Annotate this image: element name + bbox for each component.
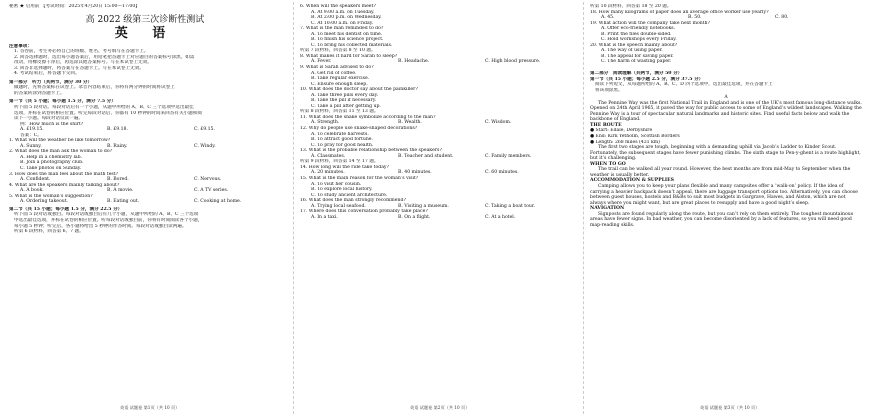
option: C. To bring his collected materials. (311, 42, 393, 48)
option: A. £19.15. (20, 127, 44, 133)
exam-title: 高 2022 级第三次诊断性测试 (85, 14, 205, 25)
question-list (300, 4, 572, 220)
route-list (590, 128, 862, 145)
option: C. To study ancient architecture. (311, 192, 388, 198)
option: C. Family members. (485, 153, 532, 159)
option: A. 45. (601, 15, 615, 21)
option: A. At 9:00 a.m. on Tuesday. (311, 9, 375, 15)
section-title-when: WHEN TO GO (590, 161, 626, 167)
text-line: 读下一小题。每段对话仅读一遍。 (14, 116, 83, 122)
option: B. Teacher and student. (398, 153, 454, 159)
option: B. Eating out. (107, 199, 140, 205)
option: B. To finish his science project. (311, 37, 384, 43)
option: B. The appeal for saving paper. (601, 53, 674, 59)
question-stem: 5. What is the woman’s suggestion? (9, 193, 93, 199)
part2-heading: 第二部分 阅读理解（共两节，满分 50 分） (590, 71, 683, 77)
page-footer: 英语 试题卷 第2页（共 10 页） (410, 405, 470, 410)
section2-heading: 第二节（共 15 小题；每小题 1.5 分，满分 22.5 分） (9, 206, 123, 212)
option-row (9, 188, 281, 194)
option: C. Nervous. (194, 177, 222, 183)
option: A. Fever. (311, 59, 332, 65)
example-answer: 答案：C。 (20, 132, 42, 138)
passage-letter: A (724, 95, 728, 101)
option: B. 50. (688, 15, 702, 21)
option: A. Ordering takeout. (20, 199, 69, 205)
question-stem: 10. What does the doctor say about the painkiller? (300, 87, 418, 93)
listening-note: 听第 8 段材料，回答第 11 至 13 题。 (300, 109, 379, 115)
option: C. 80. (775, 15, 789, 21)
question-stem: 14. How long will the ride take today? (300, 164, 389, 170)
option: C. £9.15. (194, 127, 215, 133)
listening-note: 听第 7 段材料，回答第 8 至 10 题。 (300, 48, 376, 54)
question-stem: 6. When will the speakers meet? (300, 4, 376, 9)
option: A. A book. (20, 188, 44, 194)
question-19: 19. What action will the company take next month? (590, 20, 710, 26)
option-row (9, 177, 281, 183)
reading-section1-description (590, 82, 862, 93)
listening-note: 听第 10 段材料，回答第 18 至 20 题。 (590, 4, 672, 9)
option: B. At 2:00 p.m. on Wednesday. (311, 15, 382, 21)
part1-description (9, 85, 281, 96)
note-item: 改动，用橡皮擦干净后，再选涂其他答案标号。写在本试卷上无效。 (14, 60, 152, 66)
option: A. Trying local seafood. (311, 203, 366, 209)
text-line: 听下面 5 段对话或独白。每段对话或独白后有几个小题，从题中所给的 A、B、C 三个选项 (14, 212, 199, 218)
option: C. At 10:00 a.m. on Friday. (311, 20, 374, 26)
section1-heading: 第一节（共 5 小题；每小题 1.5 分，满分 7.5 分） (9, 99, 116, 105)
note-item: 2. 回答选择题时，选出每小题答案后，用铅笔把答题卡上对应题目的答案标号涂黑。如需 (14, 54, 195, 60)
subject-title: 英 语 (114, 25, 176, 41)
option: C. To pray for good health. (311, 142, 374, 148)
note-item: 4. 考试结束后，将答题卡交回。 (14, 71, 80, 77)
option: A. In a taxi. (311, 214, 338, 220)
question-stem: 13. What is the probable relationship between the speakers? (300, 148, 442, 154)
section1-description (9, 105, 281, 122)
option: B. 40 minutes. (398, 170, 432, 176)
question-stem: 4. What are the speakers mainly talking about? (9, 182, 120, 188)
option: C. The harm of wasting paper. (601, 59, 672, 65)
question-20: 20. What is the speech mainly about? (590, 42, 678, 48)
option: B. £9.18. (107, 127, 128, 133)
option: C. Cooking at home. (194, 199, 242, 205)
text-line: 的答案转涂到答题卡上。 (14, 90, 65, 96)
example-options (9, 127, 281, 133)
option: A. Strength. (311, 120, 340, 126)
option: C. Wisdom. (485, 120, 512, 126)
section2-description (9, 212, 281, 234)
option: A. Offer eco-friendly notebooks. (601, 26, 676, 32)
option: C. A TV series. (194, 188, 229, 194)
option: B. Take the pill if necessary. (311, 98, 377, 104)
question-20-options (590, 48, 862, 65)
passage-paragraph: Signposts are found regularly along the route, but you can’t rely on them entirely. The toughest mountainous areas have fewer signs. In bad weather, you can become disoriented by a lack of features, so you will need good map-reading skills. (590, 211, 854, 228)
passage-paragraph: Camping allows you to keep your plans flexible and many campsites offer a ‘walk-on’ policy. If the idea of carrying a heavier backpack doesn’t appeal, there are luggage transport options too. Alternatively, you can choose between guest houses, hostels and B&Bs to suit most budgets in Gargrave, Hawes, and Alston, which are not always where you might want, but are great places to resupply and have a good night’s sleep. (590, 183, 858, 206)
question-18: 18. How many kilograms of paper does an average office worker use yearly? (590, 9, 769, 15)
option: A. Classmates. (311, 153, 346, 159)
column-2 (300, 4, 572, 400)
option: B. On a flight. (398, 214, 431, 220)
question-stem: 12. Why do people use snake-shaped decorations? (300, 126, 418, 132)
text-line: 中选出最佳选项，并标在试卷的相应位置。听每段对话或独白前，你将有时间阅读各个小题， (14, 217, 203, 223)
option: A. Get rid of coffee. (311, 70, 357, 76)
question-stem: 15. What is the main reason for the woman’s visit? (300, 175, 419, 181)
column-divider (583, 2, 584, 414)
column-divider (293, 2, 294, 414)
question-stem: 16. What does the man strongly recommend? (300, 198, 406, 204)
question-stem: 17. Where does this conversation probably take place? (300, 209, 428, 215)
page-footer: 英语 试题卷 第3页（共 10 页） (700, 405, 760, 410)
passage-paragraph: The Pennine Way was the first National Trail in England and is one of the UK’s most famous long-distance walks. Opened on 24th April 1965, it paved the way for public access to some of England’s wildest landscapes. Walking the Pennine Way is a tour of spectacular natural landmarks and historic sites. Find useful facts below and walk the backbone of England. (590, 100, 862, 123)
option: C. Windy. (194, 143, 216, 149)
option: C. At a hotel. (485, 214, 516, 220)
question-stem: 8. What makes it hard for Sarah to sleep? (300, 53, 398, 59)
question-list (9, 138, 281, 205)
option: A. 20 minutes. (311, 170, 345, 176)
text-line: 每小题 5 秒钟；听完后，各小题将给出 5 秒钟的作答时间。每段对话或独白读两遍。 (14, 223, 187, 229)
text-line: 听下面 5 段对话。每段对话后有一个小题，从题中所给的 A、B、C 三个选项中选出最佳 (14, 105, 194, 111)
section-title-accommodation: ACCOMMODATION & SUPPLIES (590, 178, 674, 184)
option: B. Take regular exercise. (311, 76, 370, 82)
text-line: 将该项涂黑。 (595, 87, 623, 93)
question-stem: 3. How does the man feel about the math test? (9, 171, 119, 177)
option: C. Take photos on Sunday. (20, 166, 82, 172)
option: A. Sunny. (20, 143, 42, 149)
route-item: ● Length: 268 miles (431 km) (590, 139, 660, 145)
option-row (9, 199, 281, 205)
passage-paragraph: The trail can be walked all year round. However, the best months are from mid-May to September when the weather is usually better. (590, 167, 851, 178)
option: A. To meet his dentist on time. (311, 31, 383, 37)
option: A. Help in a chemistry lab. (20, 154, 83, 160)
question-stem: 7. What is the man reminded to do? (300, 26, 384, 32)
column-1 (9, 4, 281, 400)
secret-header: 秘密 ★ 启用前 【考试时间：2025年4月20日 15:00—17:00】 (9, 4, 140, 9)
passage-paragraph: The first two stages are tough, beginning with a demanding uphill via Jacob’s Ladder to Kinder Scout. Fortunately, the subsequent stages have fewer punishing climbs. The sixth stage to Pen-y-ghent is a route highlight, but it’s challenging. (590, 145, 861, 162)
text-line: 阅读下列短文，从每题所给的 A、B、C、D 四个选项中，选出最佳选项，并在答题卡上 (595, 82, 773, 88)
option: B. To attract good fortune. (311, 137, 373, 143)
example-question: 例：How much is the shirt? (20, 121, 84, 127)
option: B. Bored. (107, 177, 129, 183)
option: C. High blood pressure. (485, 59, 541, 65)
option: C. Taking a boat tour. (485, 203, 536, 209)
option: B. Print the files double-sided. (601, 31, 672, 37)
note-item: 3. 回答非选择题时，将答案写在答题卡上。写在本试卷上无效。 (14, 65, 144, 71)
option: A. Confident. (20, 177, 51, 183)
text-line: 做题时，先将答案标在试卷上。录音内容结束后，你将有两分钟的时间将试卷上 (14, 85, 175, 91)
option: B. Wealth. (398, 120, 422, 126)
question-19-options (590, 26, 862, 43)
route-item: ● Start: Edale, Derbyshire (590, 128, 653, 134)
notes-title: 注意事项： (9, 43, 32, 49)
question-stem: 1. What will the weather be like tomorrow? (9, 138, 111, 144)
route-item: ● End: Kirk Yetholm, Scottish Borders (590, 134, 680, 140)
reading-section1-heading: 第一节（共 15 小题；每小题 2.5 分，满分 37.5 分） (590, 76, 704, 82)
listening-note: 听第 9 段材料，回答第 14 至 17 题。 (300, 159, 379, 165)
part1-heading: 第一部分 听力（共两节，满分 30 分） (9, 79, 93, 85)
section-title-navigation: NAVIGATION (590, 206, 625, 212)
option: B. To explore local history. (311, 187, 373, 193)
option: B. Visiting a museum. (398, 203, 449, 209)
page-footer: 英语 试题卷 第1页（共 10 页） (120, 405, 180, 410)
option: B. Join a photography club. (20, 160, 84, 166)
text-line: 听第 6 段材料，回答第 6、7 题。 (14, 229, 84, 235)
option: C. Hold workshops every Friday. (601, 37, 677, 43)
question-18-options (590, 15, 862, 21)
section-title-route: THE ROUTE (590, 122, 622, 128)
option: C. Ensure enough sleep. (311, 81, 368, 87)
option: A. To visit her cousin. (311, 181, 362, 187)
option: C. Take a pill after getting up. (311, 103, 381, 109)
option: A. Take three pills every day. (311, 92, 379, 98)
question-stem: 9. What is Sarah advised to do? (300, 65, 374, 71)
option: B. Rainy. (107, 143, 128, 149)
option: C. 60 minutes. (485, 170, 519, 176)
question-stem: 11. What does the snake symbolize according to the man? (300, 114, 436, 120)
option: B. Headache. (398, 59, 430, 65)
column-3 (590, 4, 862, 400)
text-line: 选项，并标在试卷的相应位置。听完每段对话后，你都有 10 秒钟的时间来回答有关小题和阅 (14, 110, 202, 116)
notes-list (9, 49, 281, 77)
option: B. A movie. (107, 188, 134, 194)
note-item: 1. 答卷前，考生务必将自己的班级、姓名、考号填写在答题卡上。 (14, 49, 149, 55)
option-row (300, 215, 572, 221)
option: A. To celebrate harvests. (311, 131, 369, 137)
question-stem: 2. What does the man ask the woman to do? (9, 149, 113, 155)
option: A. The way of using paper. (601, 48, 663, 54)
